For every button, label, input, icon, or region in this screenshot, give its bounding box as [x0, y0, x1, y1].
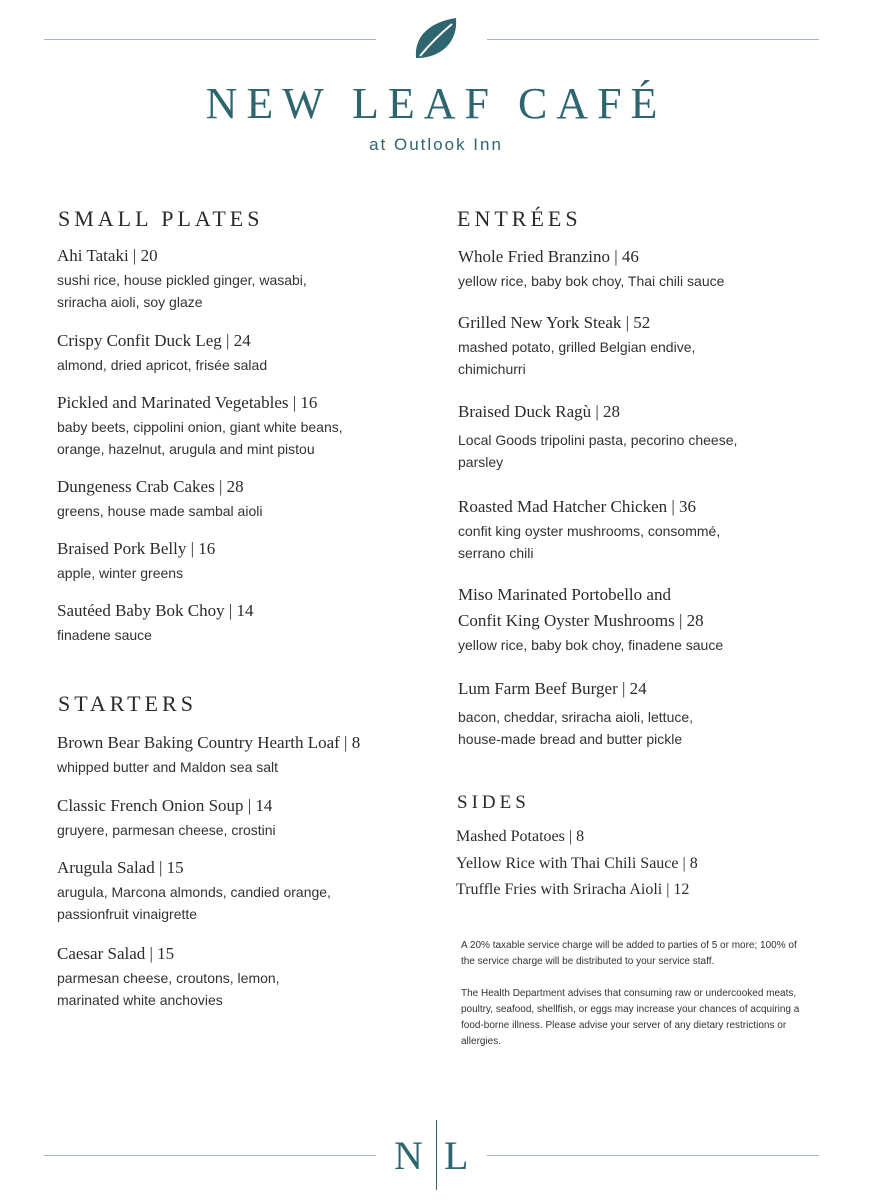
- item-name: Crispy Confit Duck Leg | 24: [57, 331, 251, 350]
- item-description: Local Goods tripolini pasta, pecorino cheese,: [458, 432, 738, 448]
- item-name: Sautéed Baby Bok Choy | 14: [57, 601, 254, 620]
- menu-item: [57, 474, 397, 522]
- item-name: Ahi Tataki | 20: [57, 246, 158, 265]
- section-title-entrees: ENTRÉES: [457, 206, 582, 231]
- item-description: confit king oyster mushrooms, consommé,: [458, 523, 721, 539]
- item-name: Pickled and Marinated Vegetables | 16: [57, 393, 318, 412]
- item-description: marinated white anchovies: [57, 992, 223, 1008]
- fine-print: [461, 938, 801, 1066]
- menu-item: [57, 328, 397, 376]
- item-description: sriracha aioli, soy glaze: [57, 294, 203, 310]
- item-description: parsley: [458, 454, 504, 470]
- menu-item: [57, 243, 397, 313]
- item-name: Braised Pork Belly | 16: [57, 539, 216, 558]
- item-name: Caesar Salad | 15: [57, 944, 175, 963]
- footer-rule-right: [487, 1155, 819, 1156]
- item-description: orange, hazelnut, arugula and mint pistou: [57, 441, 315, 457]
- item-name: Whole Fried Branzino | 46: [458, 247, 639, 266]
- item-description: bacon, cheddar, sriracha aioli, lettuce,: [458, 709, 694, 725]
- item-description: sushi rice, house pickled ginger, wasabi,: [57, 272, 307, 288]
- item-name: Brown Bear Baking Country Hearth Loaf | 8: [57, 733, 361, 752]
- menu-item: [57, 536, 397, 584]
- item-description: yellow rice, baby bok choy, finadene sauce: [458, 637, 724, 653]
- menu-item: [57, 390, 397, 460]
- menu-item: [57, 855, 397, 925]
- item-description: serrano chili: [458, 545, 534, 561]
- page-title: NEW LEAF CAFÉ: [205, 79, 667, 128]
- item-name: Arugula Salad | 15: [57, 858, 184, 877]
- item-description: apple, winter greens: [57, 565, 184, 581]
- item-description: mashed potato, grilled Belgian endive,: [458, 339, 696, 355]
- item-description: arugula, Marcona almonds, candied orange,: [57, 884, 331, 900]
- section-title-sides: SIDES: [457, 792, 530, 813]
- menu-item: [458, 244, 798, 292]
- side-item: Mashed Potatoes | 8: [456, 828, 585, 845]
- item-description: chimichurri: [458, 361, 526, 377]
- leaf-icon: [412, 14, 462, 62]
- item-description: house-made bread and butter pickle: [458, 731, 683, 747]
- section-title-starters: STARTERS: [58, 691, 197, 716]
- side-item: Yellow Rice with Thai Chili Sauce | 8: [456, 855, 698, 872]
- item-description: greens, house made sambal aioli: [57, 503, 263, 519]
- menu-item: [57, 793, 397, 841]
- monogram-letter-l: L: [444, 1133, 469, 1178]
- menu-item: [57, 941, 397, 1011]
- item-name: Miso Marinated Portobello and: [458, 585, 671, 604]
- header-rule-right: [487, 39, 819, 40]
- footer-rule-left: [44, 1155, 376, 1156]
- item-description: passionfruit vinaigrette: [57, 906, 198, 922]
- item-name: Lum Farm Beef Burger | 24: [458, 679, 647, 698]
- item-description: yellow rice, baby bok choy, Thai chili sauce: [458, 273, 725, 289]
- item-name: Roasted Mad Hatcher Chicken | 36: [458, 497, 697, 516]
- header-rule-left: [44, 39, 376, 40]
- menu-item: [458, 310, 798, 380]
- item-description: whipped butter and Maldon sea salt: [57, 759, 279, 775]
- menu-item: [458, 582, 798, 656]
- item-name: Classic French Onion Soup | 14: [57, 796, 273, 815]
- item-description: finadene sauce: [57, 627, 152, 643]
- item-description: parmesan cheese, croutons, lemon,: [57, 970, 280, 986]
- menu-item: [57, 598, 397, 646]
- nl-monogram-logo: [386, 1118, 486, 1190]
- service-charge-note: A 20% taxable service charge will be added to parties of 5 or more; 100% of the service charge will be distributed to your service staff.: [461, 940, 797, 967]
- menu-item: [458, 399, 798, 473]
- item-name: Braised Duck Ragù | 28: [458, 402, 621, 421]
- menu-item: [458, 676, 798, 750]
- side-item: Truffle Fries with Sriracha Aioli | 12: [456, 881, 690, 898]
- item-description: baby beets, cippolini onion, giant white beans,: [57, 419, 343, 435]
- section-title-small-plates: SMALL PLATES: [58, 206, 264, 231]
- item-name: Confit King Oyster Mushrooms | 28: [458, 611, 704, 630]
- monogram-letter-n: N: [394, 1133, 423, 1178]
- item-description: gruyere, parmesan cheese, crostini: [57, 822, 276, 838]
- item-description: almond, dried apricot, frisée salad: [57, 357, 268, 373]
- menu-item: [458, 494, 798, 564]
- item-name: Grilled New York Steak | 52: [458, 313, 651, 332]
- monogram-divider: [436, 1120, 437, 1190]
- menu-item: [57, 730, 397, 778]
- item-name: Dungeness Crab Cakes | 28: [57, 477, 244, 496]
- health-advisory-note: The Health Department advises that consuming raw or undercooked meats, poultry, seafood, shellfish, or eggs may increase your chances of acquiring a food-borne illness. Please advise your server of any dietary restrictions or allergies.: [461, 988, 800, 1047]
- page-subtitle: at Outlook Inn: [369, 135, 503, 154]
